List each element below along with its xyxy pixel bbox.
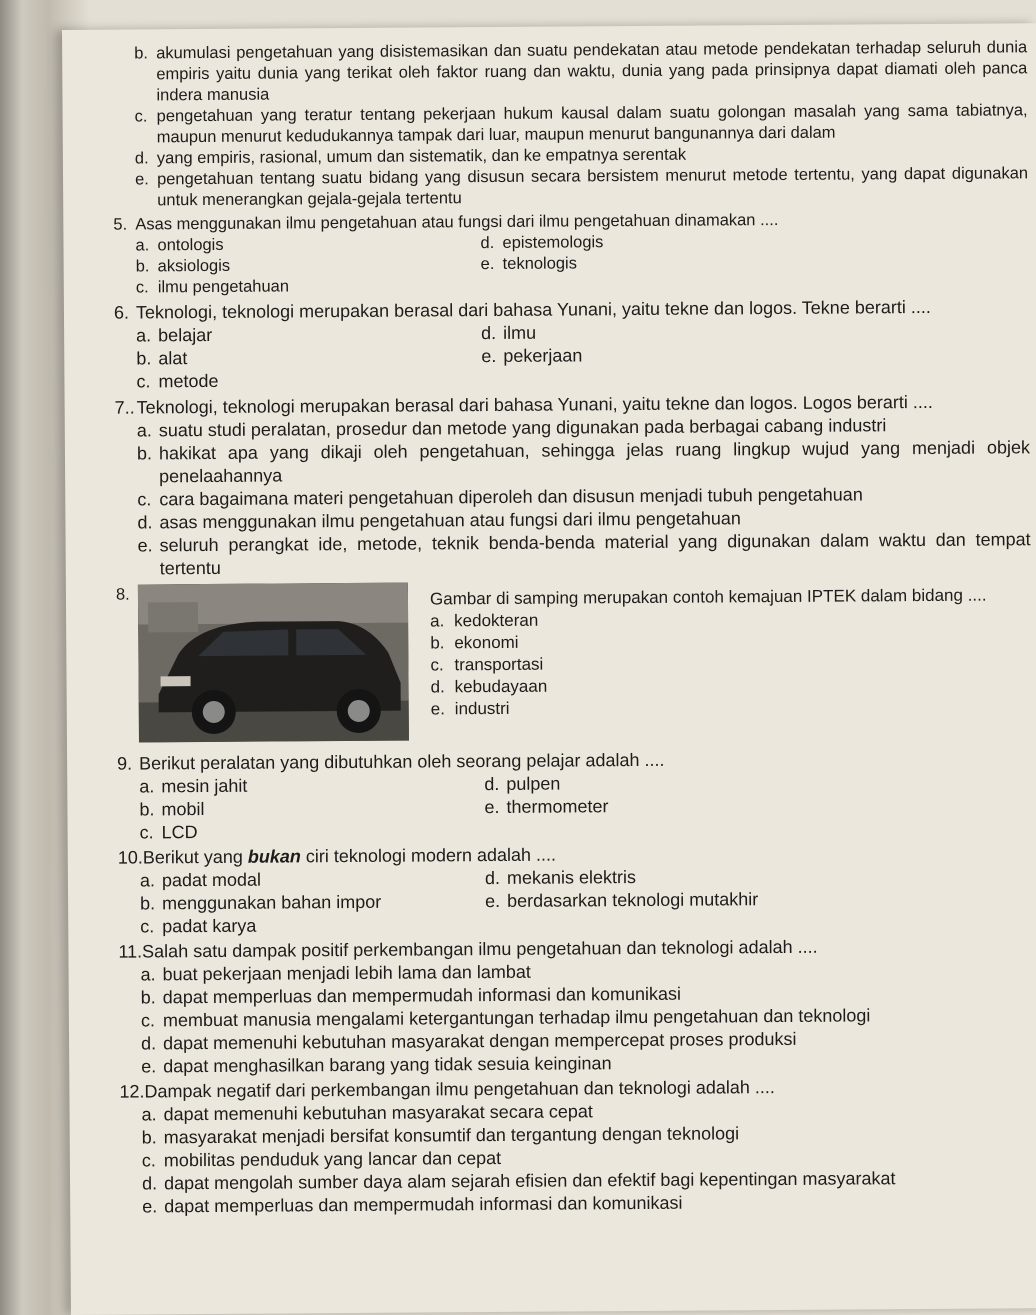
option-7b: b. hakikat apa yang dikaji oleh pengetahuan, sehingga jelas ruang lingkup wujud yang menjadi objek penelaahannya [136, 437, 1031, 487]
option-12c: c. mobilitas penduduk yang lancar dan cepat [141, 1147, 502, 1171]
option-12e: e. dapat memperluas dan mempermudah informasi dan komunikasi [142, 1192, 683, 1217]
option-6b: b. alat [136, 348, 188, 369]
option-12a: a. dapat memenuhi kebutuhan masyarakat secara cepat [141, 1101, 593, 1125]
question-5: 5. Asas menggunakan ilmu pengetahuan atau fungsi dari ilmu pengetahuan dinamakan .... a. ontologis d. epistemologis b. aksiologis e. teknologis c. ilmu pengetahuan [113, 208, 1029, 298]
option-9d: d. pulpen [484, 773, 561, 795]
question-6-text: Teknologi, teknologi merupakan berasal dari bahasa Yunani, yaitu tekne dan logos. Tekne berarti .... [135, 296, 931, 323]
question-5-text: Asas menggunakan ilmu pengetahuan atau fungsi dari ilmu pengetahuan dinamakan .... [135, 211, 779, 234]
option-11e: e. dapat menghasilkan barang yang tidak sesuia keinginan [141, 1053, 612, 1077]
option-5e: e. teknologis [480, 254, 578, 274]
question-7-text: Teknologi, teknologi merupakan berasal dari bahasa Yunani, yaitu tekne dan logos. Logos berarti .... [136, 391, 933, 418]
option-8b: b. ekonomi [430, 632, 519, 653]
option-5d: d. epistemologis [480, 233, 604, 253]
option-10a: a. padat modal [139, 869, 262, 891]
question-10-text: Berikut yang bukan ciri teknologi modern adalah .... [142, 844, 557, 868]
question-12-text: Dampak negatif dari perkembangan ilmu pengetahuan dan teknologi adalah .... [144, 1077, 775, 1102]
question-6: 6. Teknologi, teknologi merupakan berasal dari bahasa Yunani, yaitu tekne dan logos. Tekne berarti .... a. belajar d. ilmu b. alat e. pekerjaan c. metode [114, 295, 1030, 393]
question-9: 9. Berikut peralatan yang dibutuhkan oleh seorang pelajar adalah .... a. mesin jahit d. pulpen b. mobil e. thermometer c. LCD [117, 746, 1033, 844]
option-4e: e. pengetahuan tentang suatu bidang yang disusun secara bersistem menurut metode tertentu, yang dapat digunakan untuk menerangkan gejala-gejala tertentu [134, 164, 1029, 210]
option-7e: e. seluruh perangkat ide, metode, teknik benda-benda material yang digunakan dalam waktu dan tempat tertentu [137, 529, 1031, 579]
option-4c: c. pengetahuan yang teratur tentang pekerjaan hukum kausal dalam suatu golongan masalah yang sama tabiatnya, maupun menurut kedudukannya tampak dari luar, maupun menurut bangunannya dari dalam [134, 101, 1028, 147]
option-8e: e. industri [430, 698, 510, 719]
option-10c: c. padat karya [140, 915, 257, 937]
question-list [112, 37, 1035, 1218]
option-10e: e. berdasarkan teknologi mutakhir [485, 889, 759, 912]
option-9b: b. mobil [139, 799, 205, 820]
option-12b: b. masyarakat menjadi bersifat konsumtif dan tergantung dengan teknologi [141, 1123, 740, 1148]
option-12d: d. dapat mengolah sumber daya alam sejarah efisien dan efektif bagi kepentingan masyarakat [141, 1168, 896, 1194]
option-4d: d. yang empiris, rasional, umum dan sistematik, dan ke empatnya serentak [134, 145, 687, 168]
question-12: 12. Dampak negatif dari perkembangan ilmu pengetahuan dan teknologi adalah .... a. dapat memenuhi kebutuhan masyarakat secara cepat b. masyarakat menjadi bersifat konsumtif dan tergantung dengan teknologi c. mobilitas penduduk yang lancar dan cepat d. dapat mengolah sumber daya alam sejarah efisien dan efektif bagi kepentingan masyarakat e. dapat memperluas dan mempermudah informasi dan komunikasi [119, 1074, 1035, 1218]
question-11: 11. Salah satu dampak positif perkembangan ilmu pengetahuan dan teknologi adalah .... a. buat pekerjaan menjadi lebih lama dan lambat b. dapat memperluas dan mempermudah informasi dan komunikasi c. membuat manusia mengalami ketergantungan terhadap ilmu pengetahuan dan teknologi d. dapat memenuhi kebutuhan masyarakat dengan mempercepat proses produksi e. dapat menghasilkan barang yang tidak sesuia keinginan [118, 934, 1034, 1078]
option-10b: b. menggunakan bahan impor [140, 891, 382, 914]
option-9c: c. LCD [139, 822, 198, 843]
option-7c: c. cara bagaimana materi pengetahuan diperoleh dan disusun menjadi tubuh pengetahuan [137, 484, 863, 510]
option-6a: a. belajar [136, 324, 213, 346]
question-7: 7.. Teknologi, teknologi merupakan berasal dari bahasa Yunani, yaitu tekne dan logos. Logos berarti .... a. suatu studi peralatan, prosedur dan metode yang digunakan pada berbagai cabang industri b. hakikat apa yang dikaji oleh pengetahuan, sehingga jelas ruang lingkup wujud yang menjadi objek penelaahannya c. cara bagaimana materi pengetahuan diperoleh dan disusun menjadi tubuh pengetahuan d. asas menggunakan ilmu pengetahuan atau fungsi dari ilmu pengetahuan e. seluruh perangkat ide, metode, teknik benda-benda material yang digunakan dalam waktu dan tempat tertentu [115, 390, 1031, 580]
question-11-text: Salah satu dampak positif perkembangan ilmu pengetahuan dan teknologi adalah .... [142, 936, 818, 962]
option-8c: c. transportasi [430, 654, 544, 675]
option-7d: d. asas menggunakan ilmu pengetahuan atau fungsi dari ilmu pengetahuan [137, 508, 741, 533]
question-8-text: Gambar di samping merupakan contoh kemajuan IPTEK dalam bidang .... [429, 585, 987, 609]
option-11d: d. dapat memenuhi kebutuhan masyarakat dengan mempercepat proses produksi [141, 1028, 797, 1054]
question-8: 8. Gambar di samping merupakan contoh kemajuan IPTEK dalam bidang .... a. kedokteran b. ekonomi c. transportasi d. kebudayaan e. industri [116, 578, 1032, 742]
option-11b: b. dapat memperluas dan mempermudah informasi dan komunikasi [140, 983, 682, 1008]
option-10d: d. mekanis elektris [484, 867, 637, 889]
option-11a: a. buat pekerjaan menjadi lebih lama dan lambat [140, 961, 531, 985]
car-photo [138, 583, 409, 743]
question-4-tail [112, 37, 1028, 211]
question-10: 10. Berikut yang bukan ciri teknologi modern adalah .... a. padat modal d. mekanis elektris b. menggunakan bahan impor e. berdasarkan teknologi mutakhir c. padat karya [118, 840, 1034, 938]
option-9e: e. thermometer [484, 796, 609, 818]
option-8a: a. kedokteran [430, 610, 539, 631]
question-9-text: Berikut peralatan yang dibutuhkan oleh seorang pelajar adalah .... [139, 749, 665, 774]
worksheet-page [62, 23, 1036, 1315]
option-6c: c. metode [136, 370, 219, 392]
car-illustration [138, 583, 409, 743]
option-6d: d. ilmu [481, 322, 537, 344]
option-8d: d. kebudayaan [430, 676, 548, 697]
option-7a: a. suatu studi peralatan, prosedur dan metode yang digunakan pada berbagai cabang industri [136, 415, 887, 441]
option-11c: c. membuat manusia mengalami ketergantungan terhadap ilmu pengetahuan dan teknologi [140, 1005, 871, 1031]
option-9a: a. mesin jahit [139, 775, 248, 797]
option-6e: e. pekerjaan [481, 345, 583, 367]
option-5b: b. aksiologis [135, 256, 231, 276]
option-4b: b. akumulasi pengetahuan yang disistemasikan dan suatu pendekatan atau metode pendekatan terhadap seluruh dunia empiris yaitu dunia yang terikat oleh faktor ruang dan waktu, dunia yang pada prinsipnya dapat diamati oleh panca indera manusia [134, 38, 1028, 105]
option-5a: a. ontologis [135, 235, 224, 255]
option-5c: c. ilmu pengetahuan [135, 277, 290, 297]
